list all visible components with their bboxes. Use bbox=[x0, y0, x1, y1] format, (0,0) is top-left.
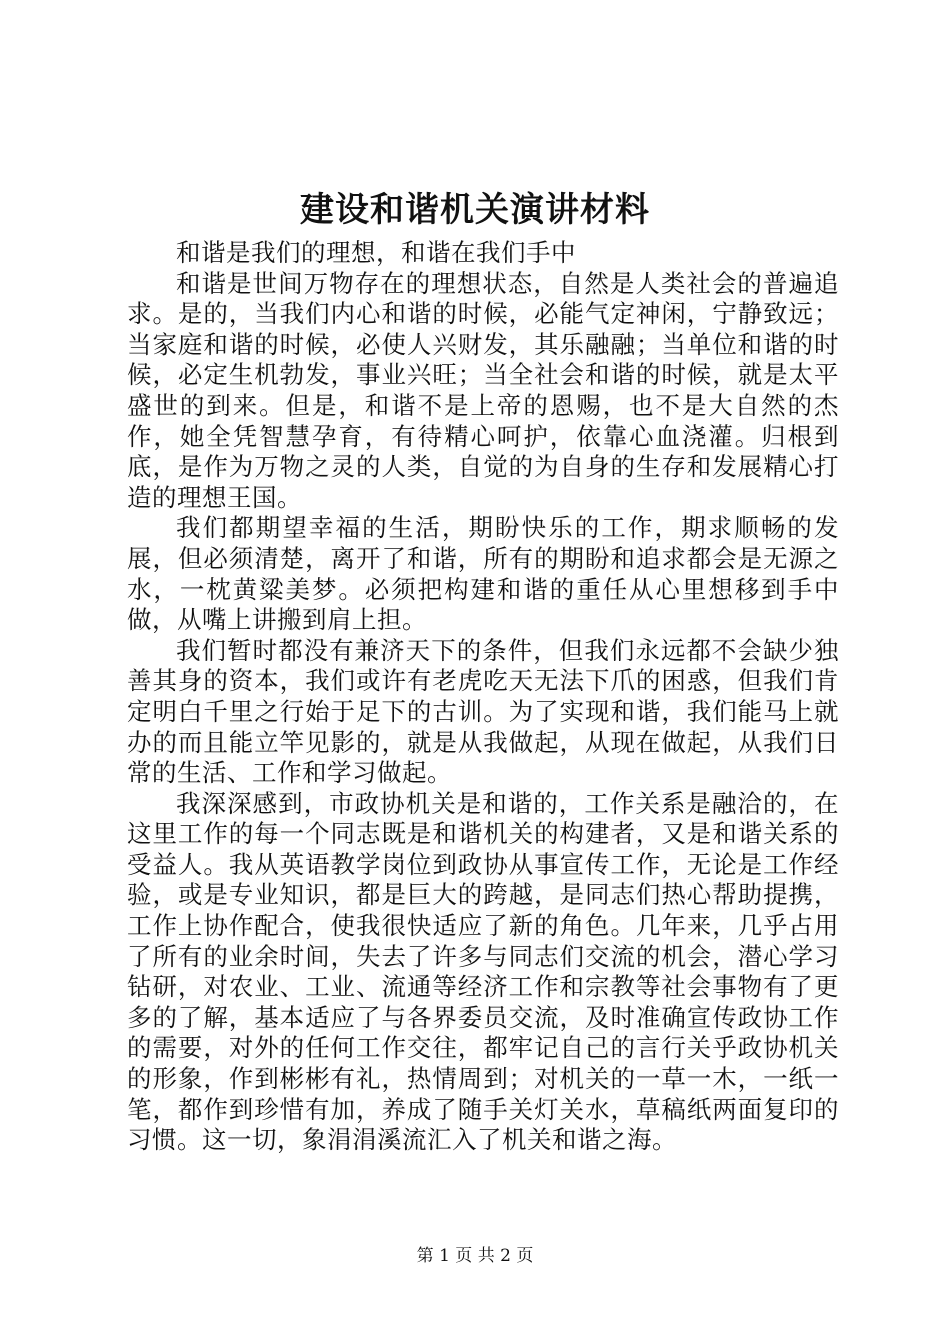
paragraph: 我深深感到，市政协机关是和谐的，工作关系是融洽的，在这里工作的每一个同志既是和谐机关的构建者，又是和谐关系的受益人。我从英语教学岗位到政协从事宣传工作，无论是工作经验，或是专业知识，都是巨大的跨越，是同志们热心帮助提携，工作上协作配合，使我很快适应了新的角色。几年来，几乎占用了所有的业余时间，失去了许多与同志们交流的机会，潜心学习钻研，对农业、工业、流通等经济工作和宗教等社会事物有了更多的了解，基本适应了与各界委员交流，及时准确宣传政协工作的需要，对外的任何工作交往，都牢记自己的言行关乎政协机关的形象，作到彬彬有礼，热情周到；对机关的一草一木，一纸一笔，都作到珍惜有加，养成了随手关灯关水，草稿纸两面复印的习惯。这一切，象涓涓溪流汇入了机关和谐之海。 bbox=[127, 788, 839, 1155]
document-body bbox=[127, 238, 839, 1156]
paragraph: 我们都期望幸福的生活，期盼快乐的工作，期求顺畅的发展，但必须清楚，离开了和谐，所有的期盼和追求都会是无源之水，一枕黄粱美梦。必须把构建和谐的重任从心里想移到手中做，从嘴上讲搬到肩上担。 bbox=[127, 513, 839, 635]
paragraph-subtitle: 和谐是我们的理想，和谐在我们手中 bbox=[176, 238, 576, 267]
paragraph: 和谐是世间万物存在的理想状态，自然是人类社会的普遍追求。是的，当我们内心和谐的时候，必能气定神闲，宁静致远；当家庭和谐的时候，必使人兴财发，其乐融融；当单位和谐的时候，必定生机勃发，事业兴旺；当全社会和谐的时候，就是太平盛世的到来。但是，和谐不是上帝的恩赐，也不是大自然的杰作，她全凭智慧孕育，有待精心呵护，依靠心血浇灌。归根到底，是作为万物之灵的人类，自觉的为自身的生存和发展精心打造的理想王国。 bbox=[127, 268, 839, 512]
page-footer: 第 1 页 共 2 页 bbox=[416, 1246, 534, 1266]
paragraph: 我们暂时都没有兼济天下的条件，但我们永远都不会缺少独善其身的资本，我们或许有老虎吃天无法下爪的困惑，但我们肯定明白千里之行始于足下的古训。为了实现和谐，我们能马上就办的而且能立竿见影的，就是从我做起，从现在做起，从我们日常的生活、工作和学习做起。 bbox=[127, 635, 839, 788]
document-title: 建设和谐机关演讲材料 bbox=[300, 190, 650, 230]
